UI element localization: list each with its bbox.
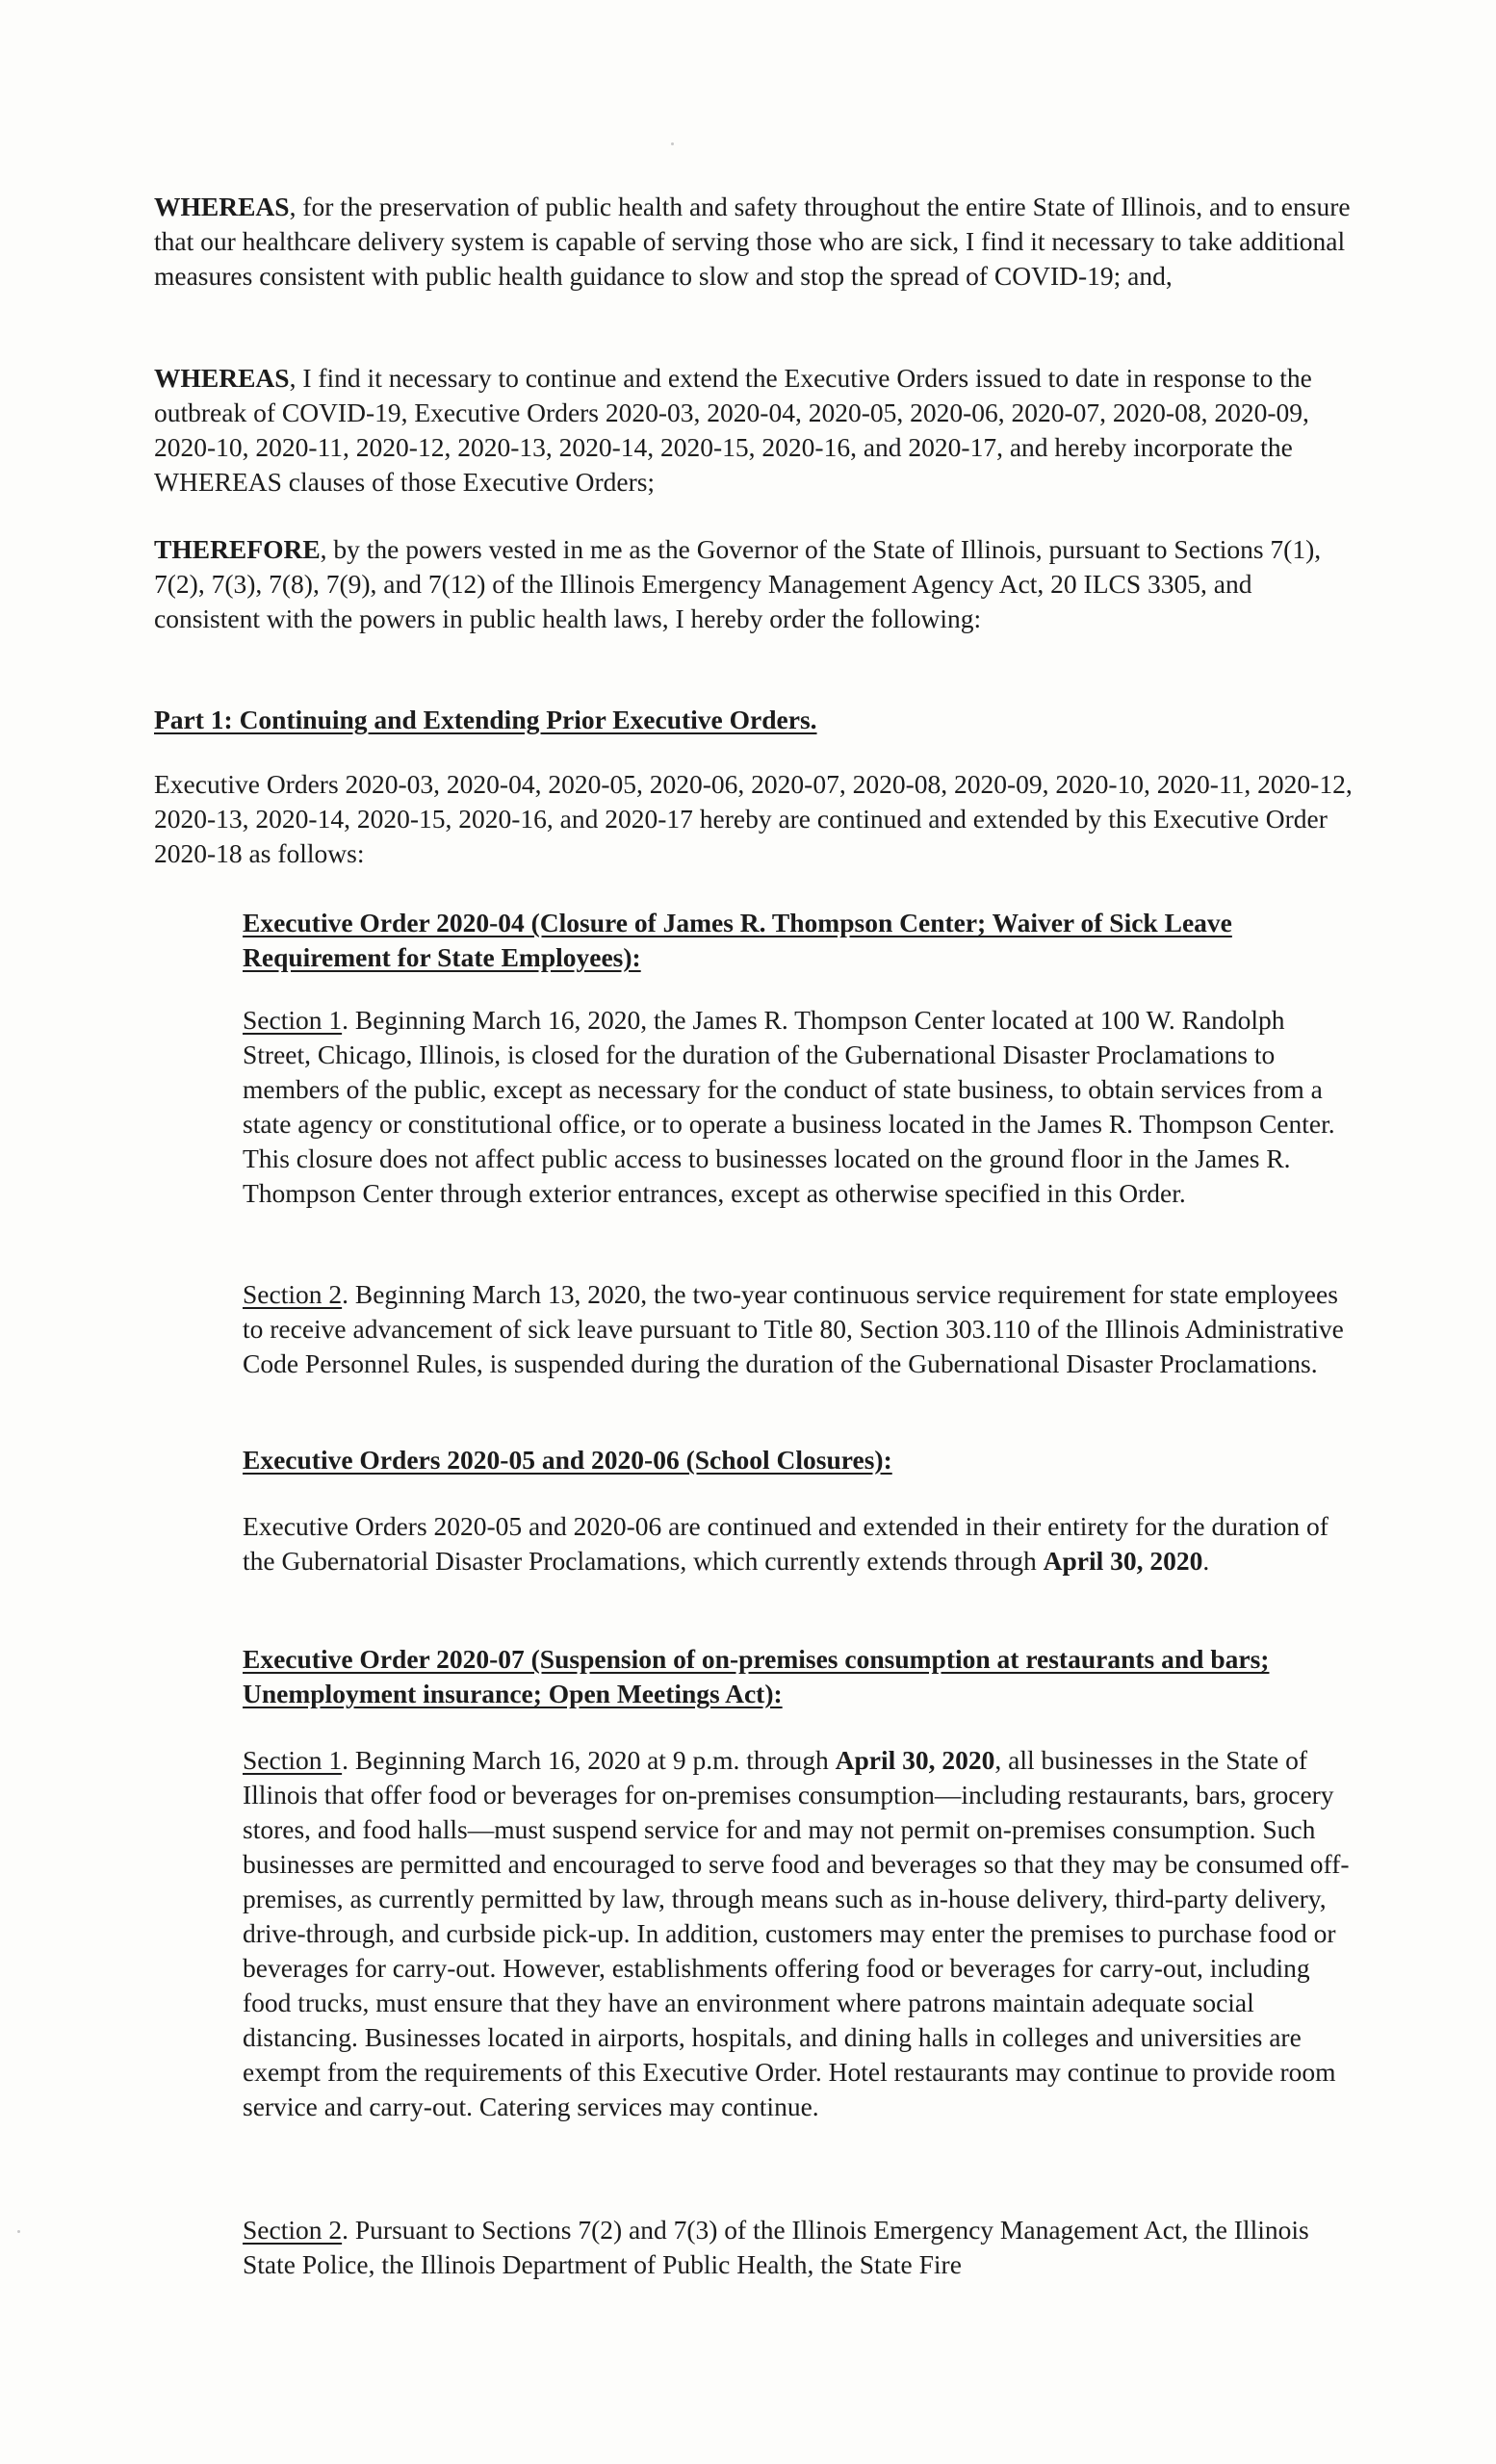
scan-speck <box>17 2230 20 2233</box>
eo-2020-04-section-1 <box>243 1003 1359 1211</box>
section-text: . Beginning March 13, 2020, the two-year continuous service requirement for state employees to receive advancement of sick leave pursuant to Title 80, Section 303.110 of the Illinois Administrative Code Personnel Rules, is suspended during the duration of the Gubernational Disaster Proclamations. <box>243 1279 1344 1378</box>
therefore-paragraph <box>154 532 1357 636</box>
eo-2020-07-heading: Executive Order 2020-07 (Suspension of on-premises consumption at restaurants and bars; Unemployment insurance; Open Meetings Act): <box>243 1644 1270 1708</box>
part1-heading: Part 1: Continuing and Extending Prior Executive Orders. <box>154 705 817 734</box>
section-text-b: , all businesses in the State of Illinois that offer food or beverages for on-premises consumption—including restaurants, bars, grocery stores, and food halls—must suspend service for and may not permit on-premises consumption. Such businesses are permitted and encouraged to serve food and beverages so that they may be consumed off-premises, as currently permitted by law, through means such as in-house delivery, third-party delivery, drive-through, and curbside pick-up. In addition, customers may enter the premises to purchase food or beverages for carry-out. However, establishments offering food or beverages for carry-out, including food trucks, must ensure that they have an environment where patrons maintain adequate social distancing. Businesses located in airports, hospitals, and dining halls in colleges and universities are exempt from the requirements of this Executive Order. Hotel restaurants may continue to provide room service and carry-out. Catering services may continue. <box>243 1745 1350 2121</box>
eo-2020-05-06-heading: Executive Orders 2020-05 and 2020-06 (School Closures): <box>243 1445 892 1475</box>
section-label: Section 1 <box>243 1005 343 1035</box>
therefore-text: , by the powers vested in me as the Governor of the State of Illinois, pursuant to Sections 7(1), 7(2), 7(3), 7(8), 7(9), and 7(12) of the Illinois Emergency Management Agency Act, 20 ILCS 3305, and consistent with the powers in public health laws, I hereby order the following: <box>154 534 1322 633</box>
scan-speck <box>671 142 674 145</box>
whereas-text: , for the preservation of public health and safety throughout the entire State of Illinois, and to ensure that our healthcare delivery system is capable of serving those who are sick, I find it necessary to take additional measures consistent with public health guidance to slow and stop the spread of COVID-19; and, <box>154 192 1351 291</box>
section-label: Section 2 <box>243 1279 343 1309</box>
section-text: . Beginning March 16, 2020, the James R. Thompson Center located at 100 W. Randolph Street, Chicago, Illinois, is closed for the duration of the Gubernational Disaster Proclamations to members of the public, except as necessary for the conduct of state business, to obtain services from a state agency or constitutional office, or to operate a business located in the James R. Thompson Center. This closure does not affect public access to businesses located on the ground floor in the James R. Thompson Center through exterior entrances, except as otherwise specified in this Order. <box>243 1005 1335 1208</box>
eo-2020-04-heading: Executive Order 2020-04 (Closure of James R. Thompson Center; Waiver of Sick Leave Requirement for State Employees): <box>243 908 1232 972</box>
whereas-text: , I find it necessary to continue and extend the Executive Orders issued to date in response to the outbreak of COVID-19, Executive Orders 2020-03, 2020-04, 2020-05, 2020-06, 2020-07, 2020-08, 2020-09, 2020-10, 2020-11, 2020-12, 2020-13, 2020-14, 2020-15, 2020-16, and 2020-17, and hereby incorporate the WHEREAS clauses of those Executive Orders; <box>154 363 1312 497</box>
whereas-paragraph-1 <box>154 190 1357 294</box>
section-text-a: . Beginning March 16, 2020 at 9 p.m. through <box>342 1745 836 1775</box>
body-text: Executive Orders 2020-05 and 2020-06 are continued and extended in their entirety for the duration of the Gubernatorial Disaster Proclamations, which currently extends through <box>243 1511 1328 1576</box>
eo-2020-04-section-2 <box>243 1277 1359 1381</box>
part1-intro: Executive Orders 2020-03, 2020-04, 2020-05, 2020-06, 2020-07, 2020-08, 2020-09, 2020-10, 2020-11, 2020-12, 2020-13, 2020-14, 2020-15, 2020-16, and 2020-17 hereby are continued and extended by this Executive Order 2020-18 as follows: <box>154 769 1353 868</box>
whereas-lead: WHEREAS <box>154 363 290 393</box>
whereas-paragraph-2 <box>154 361 1357 500</box>
end-date: April 30, 2020 <box>1043 1546 1203 1576</box>
body-end: . <box>1202 1546 1210 1576</box>
section-label: Section 1 <box>243 1745 343 1775</box>
therefore-lead: THEREFORE <box>154 534 321 564</box>
section-text: . Pursuant to Sections 7(2) and 7(3) of the Illinois Emergency Management Act, the Illinois State Police, the Illinois Department of Public Health, the State Fire <box>243 2215 1309 2279</box>
section-label: Section 2 <box>243 2215 343 2245</box>
whereas-lead: WHEREAS <box>154 192 290 221</box>
eo-2020-05-06-body <box>243 1509 1359 1578</box>
end-date: April 30, 2020 <box>835 1745 995 1775</box>
eo-2020-07-section-1 <box>243 1743 1359 2124</box>
eo-2020-07-section-2 <box>243 2213 1359 2282</box>
